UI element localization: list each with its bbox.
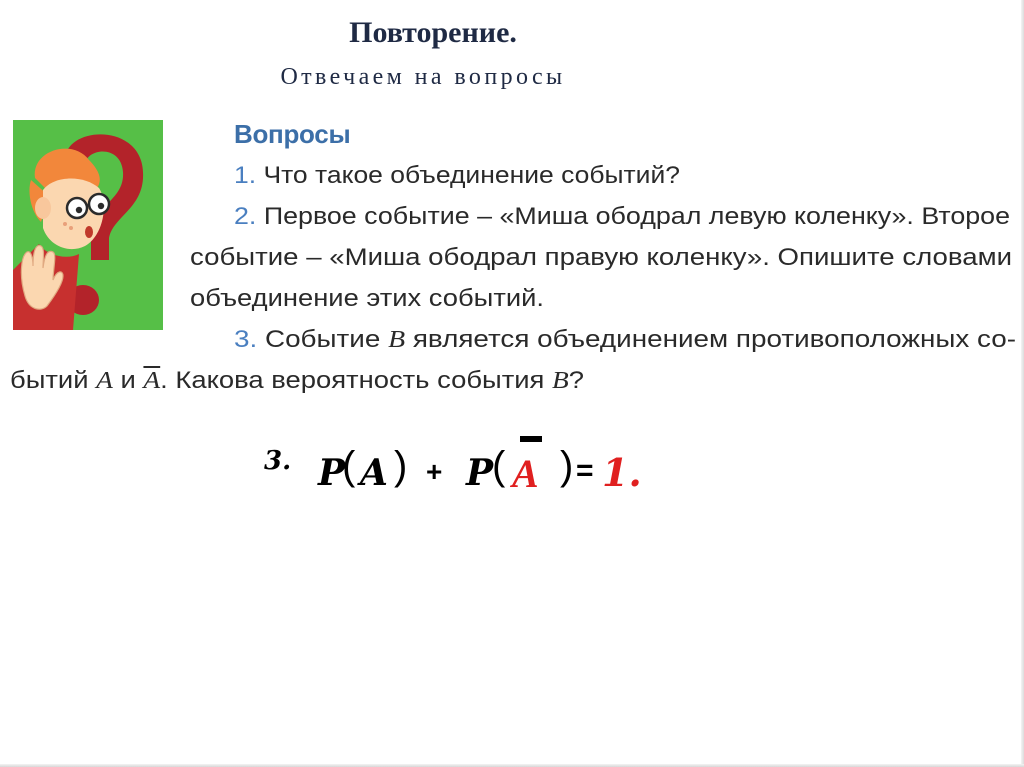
formula-paren: ) [560,444,574,488]
variable-b: B [388,327,406,353]
question-text: Что такое объединение событий? [256,162,680,189]
formula-p: P [466,452,494,494]
formula-equals: = [576,454,594,487]
variable-a-bar: $\overline{A}$ [143,368,161,394]
formula-complement-bar [520,436,542,442]
formula-a-complement: A [512,451,539,496]
formula-a: A [360,452,388,494]
variable-a: A [96,368,113,394]
formula-paren: ( [342,444,356,488]
question-1 [234,155,680,196]
formula-plus: + [426,456,443,487]
formula-p: P [318,452,346,494]
page-title: Повторение. [349,16,517,49]
question-text: Первое событие – «Миша ободрал левую коленку». Второе [256,203,1010,230]
page-subtitle: Отвечаем на вопросы [280,64,566,90]
question-2-line-3: объединение этих событий. [190,285,544,312]
question-number: 3. [234,326,258,353]
questions-heading: Вопросы [234,119,351,149]
question-2-line-2: событие – «Миша ободрал правую коленку». Опишите словами [190,244,1012,271]
variable-b: B [552,368,569,394]
question-number: 1. [234,162,257,189]
question-number: 2. [234,203,257,230]
formula-result: 1. [602,450,642,495]
formula-paren: ( [492,444,506,488]
question-mark-cartoon-boy-icon [13,120,163,330]
formula-paren: ) [394,444,408,488]
question-2-line-1 [234,196,1010,237]
question-3-line-2: бытий A и $\overline{A}$. Какова вероятность события B? [10,367,584,394]
answer-number: 3. [264,446,292,476]
question-3-line-1: 3. Событие B является объединением противоположных со- [234,326,1017,353]
